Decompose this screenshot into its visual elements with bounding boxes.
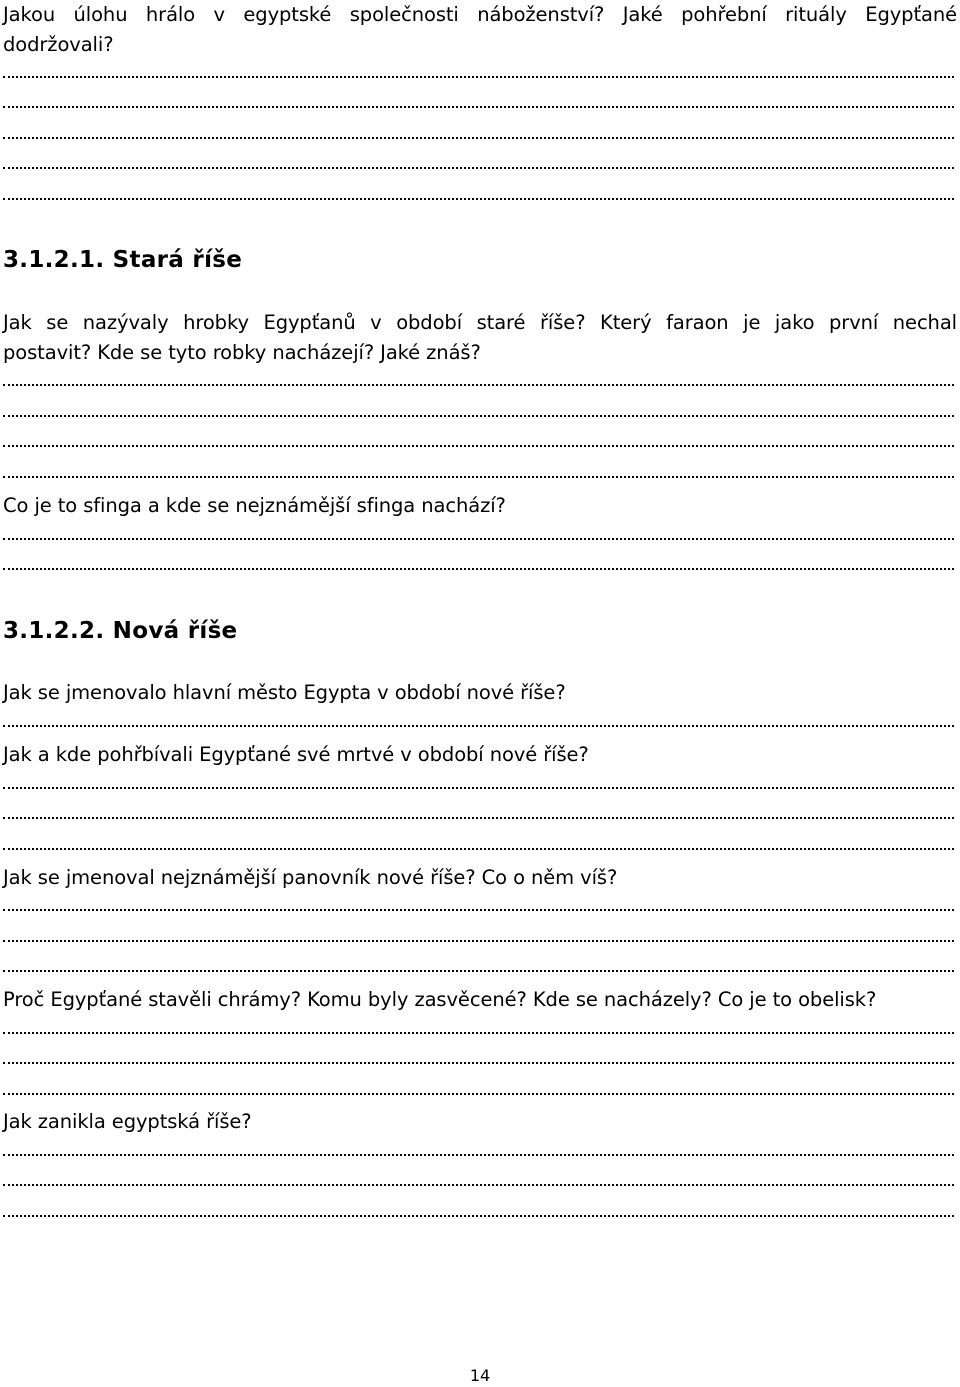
question-4: Jak se jmenovalo hlavní město Egypta v období nové říše? (3, 681, 566, 704)
question-8: Jak zanikla egyptská říše? (3, 1110, 252, 1133)
answer-line[interactable] (3, 970, 954, 972)
answer-line[interactable] (3, 76, 954, 78)
answer-line[interactable] (3, 940, 954, 942)
answer-line[interactable] (3, 817, 954, 819)
answer-line[interactable] (3, 445, 954, 447)
question-2-line-2: postavit? Kde se tyto robky nacházejí? Jaké znáš? (3, 341, 481, 364)
answer-line[interactable] (3, 1093, 954, 1095)
section-heading-nova-rise: 3.1.2.2. Nová říše (3, 618, 238, 644)
answer-line[interactable] (3, 167, 954, 169)
answer-line[interactable] (3, 106, 954, 108)
answer-line[interactable] (3, 568, 954, 570)
answer-line[interactable] (3, 1032, 954, 1034)
answer-line[interactable] (3, 538, 954, 540)
answer-line[interactable] (3, 787, 954, 789)
question-6: Jak se jmenoval nejznámější panovník nové říše? Co o něm víš? (3, 866, 618, 889)
answer-line[interactable] (3, 1215, 954, 1217)
section-heading-stara-rise: 3.1.2.1. Stará říše (3, 247, 243, 273)
question-1-line-2: dodržovali? (3, 33, 114, 56)
page-number: 14 (469, 1366, 491, 1385)
answer-line[interactable] (3, 198, 954, 200)
answer-line[interactable] (3, 1062, 954, 1064)
answer-line[interactable] (3, 384, 954, 386)
question-5: Jak a kde pohřbívali Egypťané své mrtvé v období nové říše? (3, 743, 589, 766)
question-1-line-1: Jakou úlohu hrálo v egyptské společnosti náboženství? Jaké pohřební rituály Egypťané (3, 3, 957, 26)
answer-line[interactable] (3, 725, 954, 727)
answer-line[interactable] (3, 909, 954, 911)
answer-line[interactable] (3, 1154, 954, 1156)
answer-line[interactable] (3, 848, 954, 850)
answer-line[interactable] (3, 137, 954, 139)
question-2-line-1: Jak se nazývaly hrobky Egypťanů v období staré říše? Který faraon je jako první nechal (3, 311, 957, 334)
answer-line[interactable] (3, 476, 954, 478)
answer-line[interactable] (3, 415, 954, 417)
question-7: Proč Egypťané stavěli chrámy? Komu byly zasvěcené? Kde se nacházely? Co je to obelisk? (3, 988, 877, 1011)
answer-line[interactable] (3, 1184, 954, 1186)
question-3: Co je to sfinga a kde se nejznámější sfinga nachází? (3, 494, 506, 517)
